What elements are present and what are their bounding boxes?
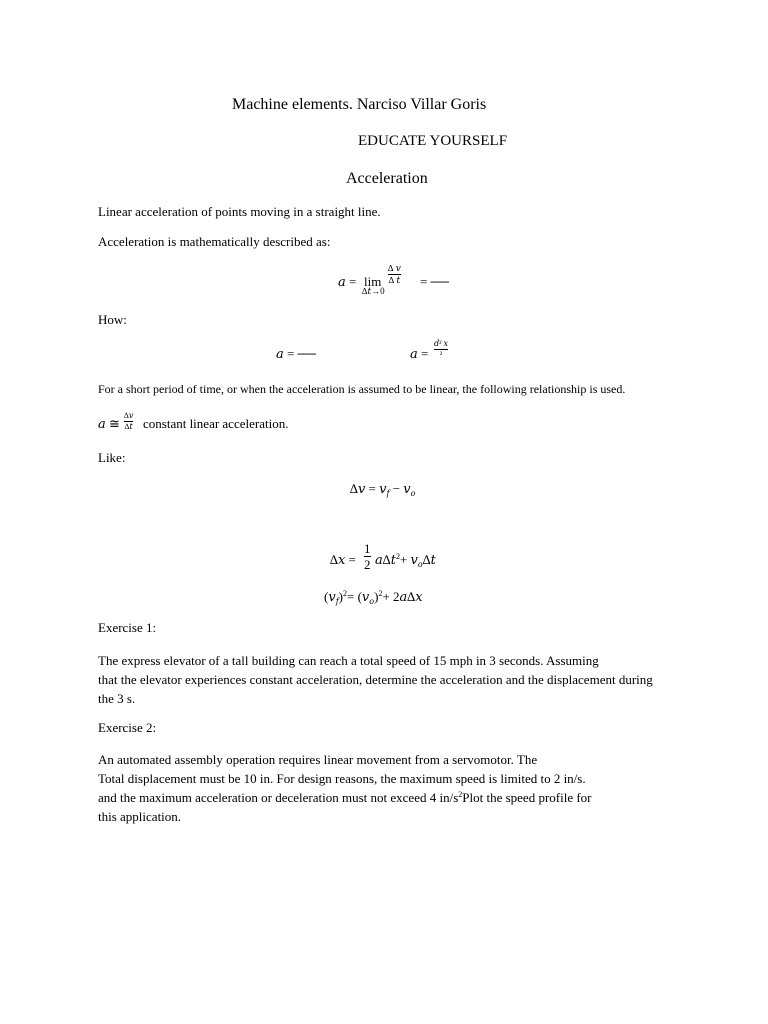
exercise-2-line-3-sup: 2 [458,790,463,799]
exercise-2-line: this application. [98,809,182,824]
eq-vsq-part-5: + 2𝑎∆𝑥 [382,589,423,604]
eq-dx-fraction [364,542,371,571]
document-title: Machine elements. Narciso Villar Goris [232,96,487,113]
eq-limit-rhs: = ── [420,274,450,289]
intro-line-1: Linear acceleration of points moving in a straight line. [98,204,381,219]
exercise-2-line: An automated assembly operation requires linear movement from a servomotor. The [98,752,538,767]
eq-approx-denominator: ∆𝑡 [124,422,133,431]
equation-how-right [410,340,470,366]
eq-limit-numerator: ∆ 𝑣 [388,263,401,273]
exercise-2-line: Total displacement must be 10 in. For design reasons, the maximum speed is limited to 2 in/s. [98,771,586,786]
eq-vsq-part-1: (𝑣 [324,589,336,604]
eq-dx-lhs: ∆𝑥 = [330,552,356,567]
eq-dx-sub: 𝑜 [417,560,423,569]
short-period-text: For a short period of time, or when the acceleration is assumed to be linear, the following relationship is used. [98,382,626,396]
eq-vsq-sub-o: 𝑜 [369,597,375,606]
exercise-1-text [98,651,660,708]
exercise-1-label: Exercise 1: [98,620,157,635]
eq-dx-denominator: 2 [364,557,371,572]
section-heading: Acceleration [346,170,428,187]
eq-dx-rest [375,552,436,568]
equation-velocity-squared [324,589,423,605]
exercise-2-text [98,750,623,826]
eq-dx-term-2: + 𝑣 [399,552,418,567]
eq-vsq-sub-f: 𝑓 [335,597,339,606]
eq-vsq-sup-1: 2 [343,589,347,598]
eq-how-right-lhs: 𝑎 = [410,346,429,361]
exercise-2-line-3b: Plot the speed profile for [462,790,592,805]
how-label: How: [98,312,127,327]
eq-limit-lim: lim [364,274,382,289]
document-subtitle: EDUCATE YOURSELF [358,133,508,149]
equation-how-left: 𝑎 = ── [276,346,317,361]
eq-approx-lhs: 𝑎 ≅ [98,416,120,431]
eq-dx-sup: 2 [395,552,400,561]
eq-approx-text: constant linear acceleration. [143,416,289,431]
eq-limit-denominator: ∆ 𝑡 [388,275,401,285]
exercise-1-line: the 3 s. [98,691,136,706]
eq-approx-fraction [124,412,133,431]
eq-dx-term-3: ∆𝑡 [422,552,436,567]
eq-dv-sub-f: 𝑓 [386,489,390,498]
equation-delta-v [350,481,415,497]
eq-dx-numerator: 1 [364,541,371,556]
like-label: Like: [98,450,126,465]
eq-how-right-numerator: 𝑑² 𝑥 [434,339,449,348]
eq-limit-fraction [388,264,401,285]
exercise-2-line [98,788,623,807]
equation-acceleration-limit [338,262,448,298]
eq-dv-lhs: ∆𝑣 = 𝑣 [350,481,387,496]
eq-dx-term-1: 𝑎∆𝑡 [375,552,396,567]
eq-dv-sub-o: 𝑜 [410,489,416,498]
eq-how-right-fraction [434,340,448,359]
exercise-1-line: The express elevator of a tall building can reach a total speed of 15 mph in 3 seconds. Assuming [98,653,599,668]
eq-limit-lhs: 𝑎 = [338,274,357,289]
exercise-1-line: that the elevator experiences constant acceleration, determine the acceleration and the displacement during [98,672,653,687]
eq-vsq-part-4: ) [374,589,379,604]
intro-line-2: Acceleration is mathematically described as: [98,234,331,249]
eq-how-right-denominator: ² [439,350,443,359]
equation-approx [98,410,358,438]
equation-delta-x [330,540,470,576]
eq-limit-subscript: ∆𝑡→0 [362,286,385,296]
eq-vsq-part-2: ) [338,589,343,604]
eq-dv-mid: − 𝑣 [389,481,411,496]
eq-vsq-part-3: = (𝑣 [347,589,370,604]
eq-approx-numerator: ∆𝑣 [124,411,134,420]
exercise-2-line-3a: and the maximum acceleration or deceleration must not exceed 4 in/s [98,790,459,805]
exercise-2-label: Exercise 2: [98,720,157,735]
eq-vsq-sup-2: 2 [378,589,383,598]
